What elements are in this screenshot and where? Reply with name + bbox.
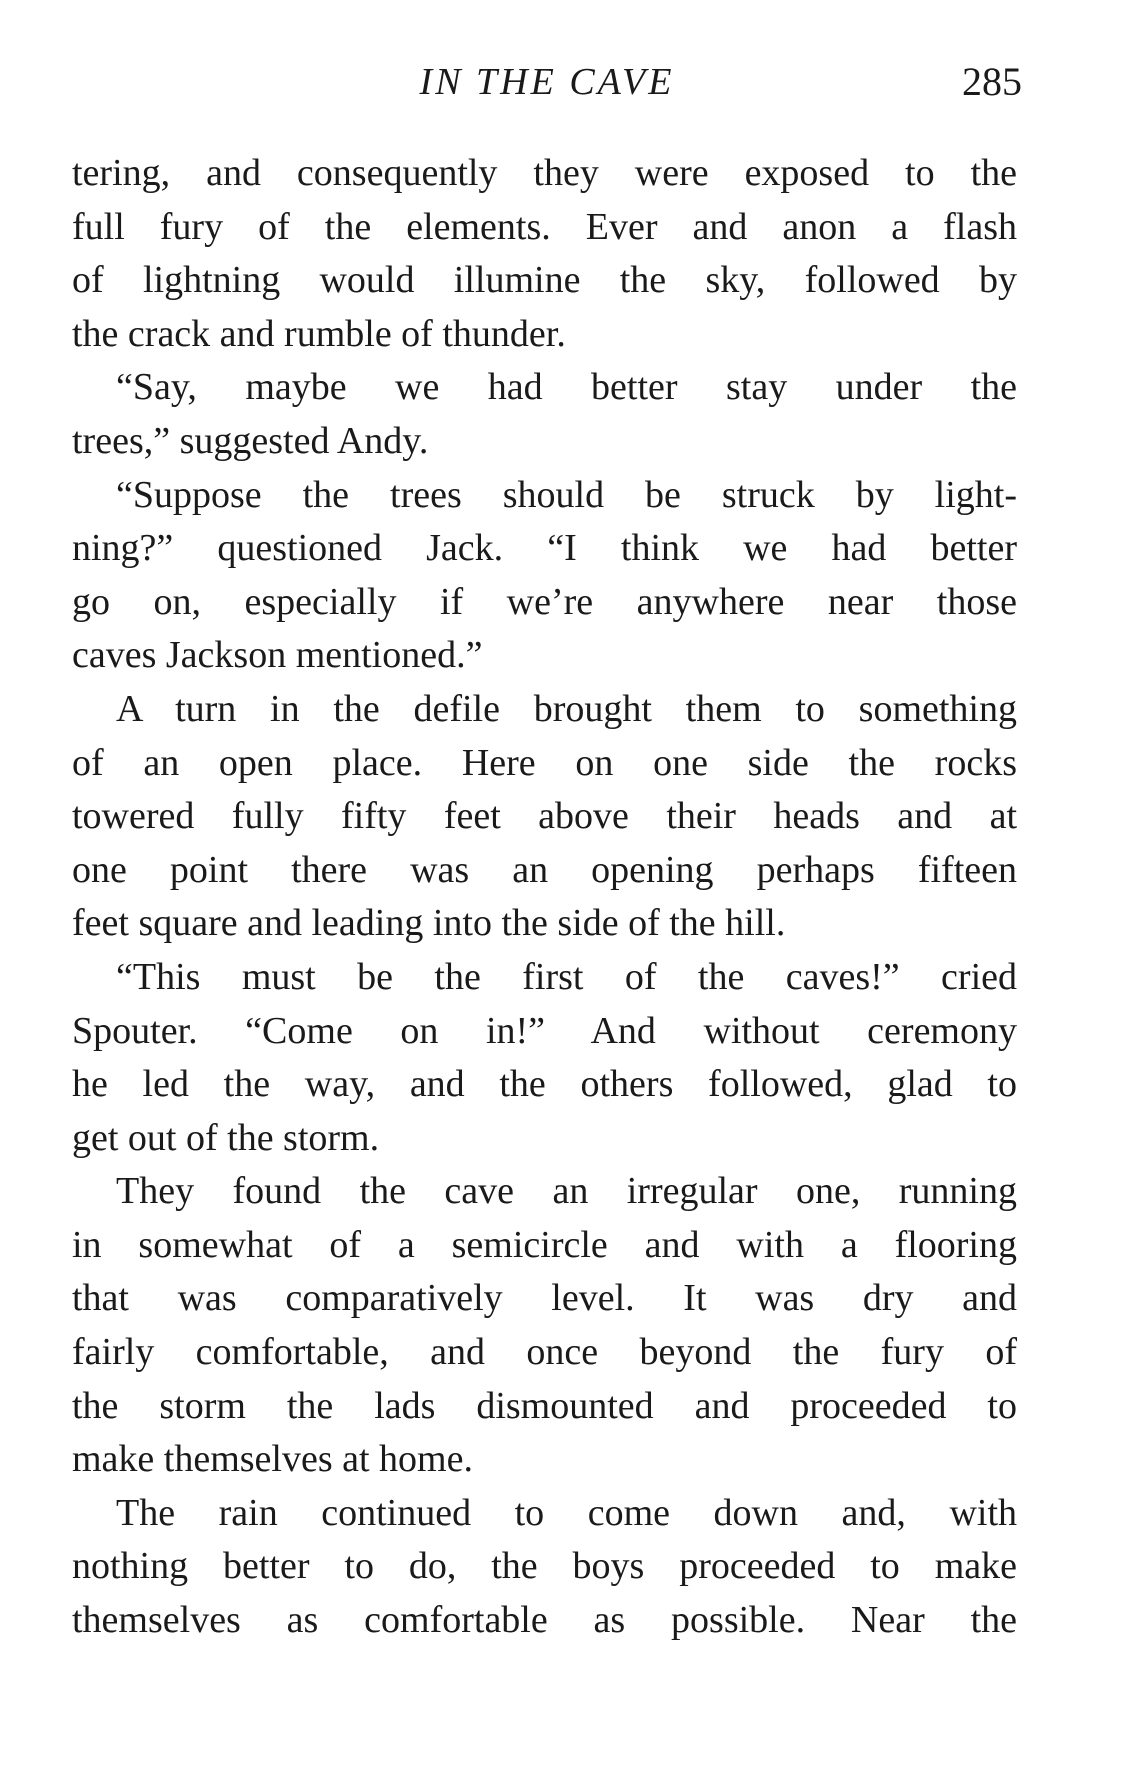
running-title: IN THE CAVE bbox=[419, 61, 675, 103]
text-line: full fury of the elements. Ever and anon a flash bbox=[72, 205, 1017, 248]
body-text bbox=[72, 147, 1017, 1648]
text-line: tering, and consequently they were exposed to the bbox=[72, 152, 1017, 194]
text-line: “Suppose the trees should be struck by light- bbox=[116, 473, 1017, 516]
text-line: The rain continued to come down and, with bbox=[116, 1491, 1017, 1534]
text-line: in somewhat of a semicircle and with a flooring bbox=[72, 1223, 1017, 1266]
text-line: make themselves at home. bbox=[72, 1438, 473, 1481]
text-line: that was comparatively level. It was dry and bbox=[72, 1277, 1017, 1320]
text-line: get out of the storm. bbox=[72, 1116, 380, 1159]
page-number: 285 bbox=[962, 59, 1022, 104]
text-line: the crack and rumble of thunder. bbox=[72, 312, 566, 355]
text-line: caves Jackson mentioned.” bbox=[72, 634, 483, 677]
text-line: of lightning would illumine the sky, followed by bbox=[72, 259, 1017, 302]
text-line: go on, especially if we’re anywhere near those bbox=[72, 580, 1017, 623]
page-header bbox=[72, 52, 1022, 112]
text-line: A turn in the defile brought them to something bbox=[116, 687, 1017, 730]
text-line: They found the cave an irregular one, running bbox=[116, 1170, 1017, 1213]
text-line: “This must be the first of the caves!” cried bbox=[116, 955, 1017, 998]
text-line: ning?” questioned Jack. “I think we had better bbox=[72, 527, 1017, 570]
text-line: towered fully fifty feet above their heads and at bbox=[72, 795, 1017, 838]
text-line: trees,” suggested Andy. bbox=[72, 419, 429, 462]
text-line: fairly comfortable, and once beyond the fury of bbox=[72, 1331, 1017, 1374]
text-line: Spouter. “Come on in!” And without ceremony bbox=[72, 1009, 1017, 1052]
text-line: of an open place. Here on one side the rocks bbox=[72, 741, 1017, 784]
text-line: “Say, maybe we had better stay under the bbox=[116, 366, 1017, 409]
text-line: one point there was an opening perhaps fifteen bbox=[72, 848, 1017, 891]
text-line: the storm the lads dismounted and proceeded to bbox=[72, 1384, 1017, 1427]
text-line: nothing better to do, the boys proceeded to make bbox=[72, 1545, 1017, 1588]
text-line: themselves as comfortable as possible. Near the bbox=[72, 1599, 1017, 1642]
text-line: he led the way, and the others followed, glad to bbox=[72, 1063, 1017, 1106]
text-line: feet square and leading into the side of the hill. bbox=[72, 902, 786, 945]
